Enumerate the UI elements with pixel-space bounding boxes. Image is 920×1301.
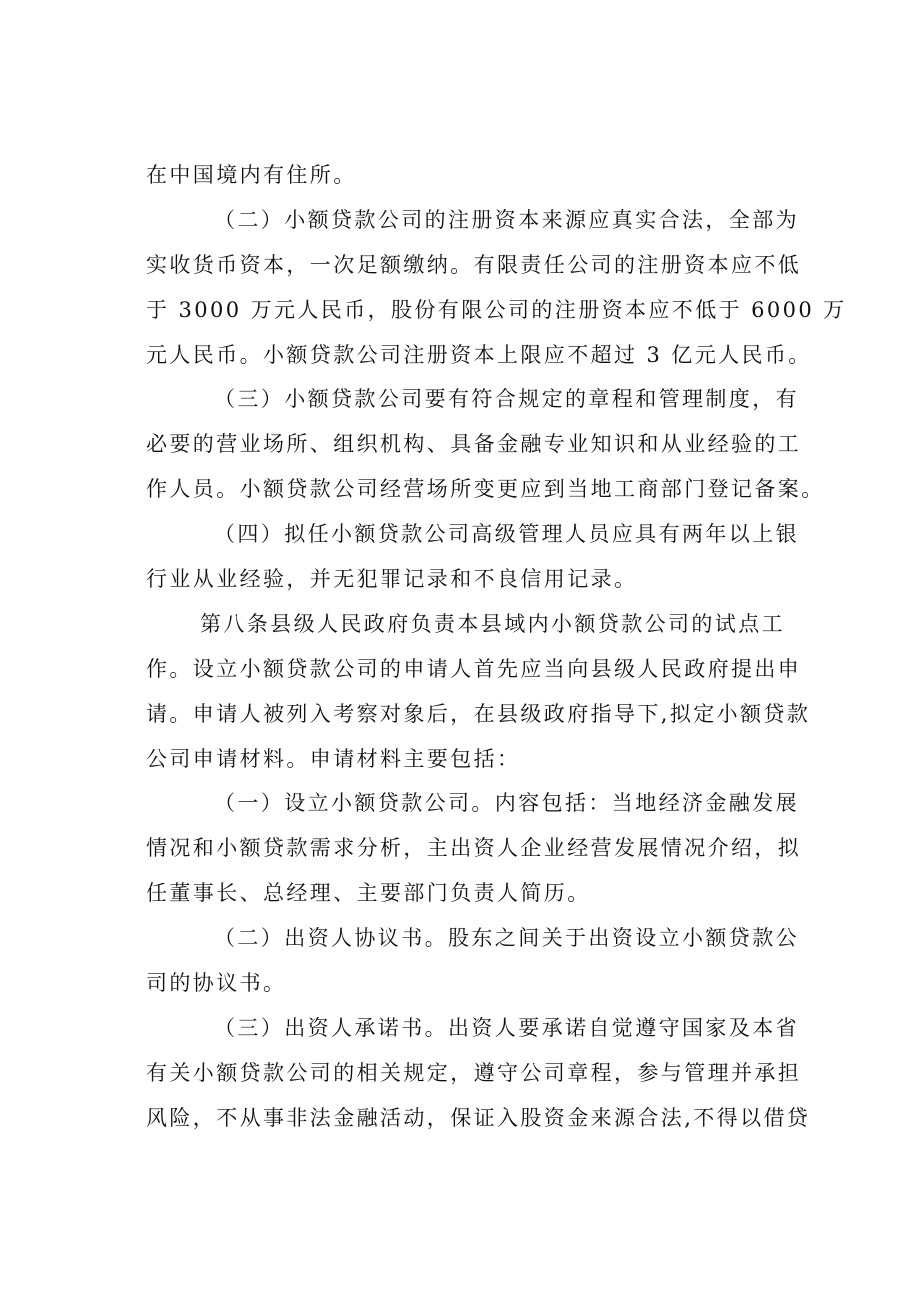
text-line: （三）小额贷款公司要有符合规定的章程和管理制度，有 bbox=[214, 387, 799, 412]
text-line: 在中国境内有住所。 bbox=[146, 163, 357, 187]
text-line: 司的协议书。 bbox=[146, 971, 287, 996]
text-line: 元人民币。小额贷款公司注册资本上限应不超过 3 亿元人民币。 bbox=[146, 342, 812, 367]
text-line: 第八条县级人民政府负责本县域内小额贷款公司的试点工 bbox=[200, 611, 785, 636]
text-line: 行业从业经验，并无犯罪记录和不良信用记录。 bbox=[146, 567, 638, 592]
text-line: 风险，不从事非法金融活动，保证入股资金来源合法,不得以借贷 bbox=[146, 1105, 811, 1130]
text-line: （二）出资人协议书。股东之间关于出资设立小额贷款公 bbox=[214, 926, 799, 951]
text-line: （四）拟任小额贷款公司高级管理人员应具有两年以上银 bbox=[214, 522, 799, 547]
document-body bbox=[146, 153, 847, 1141]
text-line: 实收货币资本，一次足额缴纳。有限责任公司的注册资本应不低 bbox=[146, 252, 802, 277]
text-line: 任董事长、总经理、主要部门负责人简历。 bbox=[146, 881, 591, 906]
text-line: 作。设立小额贷款公司的申请人首先应当向县级人民政府提出申 bbox=[146, 656, 802, 681]
text-line: （一）设立小额贷款公司。内容包括：当地经济金融发展 bbox=[214, 791, 799, 816]
text-line: （三）出资人承诺书。出资人要承诺自觉遵守国家及本省 bbox=[214, 1015, 799, 1040]
text-line: 必要的营业场所、组织机构、具备金融专业知识和从业经验的工 bbox=[146, 432, 802, 457]
text-line: 有关小额贷款公司的相关规定，遵守公司章程，参与管理并承担 bbox=[146, 1060, 802, 1085]
text-line: 作人员。小额贷款公司经营场所变更应到当地工商部门登记备案。 bbox=[146, 477, 825, 502]
text-line: 公司申请材料。申请材料主要包括： bbox=[146, 746, 521, 771]
text-line: 请。申请人被列入考察对象后，在县级政府指导下,拟定小额贷款 bbox=[146, 701, 811, 726]
text-line: 情况和小额贷款需求分析，主出资人企业经营发展情况介绍，拟 bbox=[146, 836, 802, 861]
text-line: 于 3000 万元人民币，股份有限公司的注册资本应不低于 6000 万 bbox=[146, 297, 847, 322]
text-line: （二）小额贷款公司的注册资本来源应真实合法，全部为 bbox=[214, 207, 799, 232]
